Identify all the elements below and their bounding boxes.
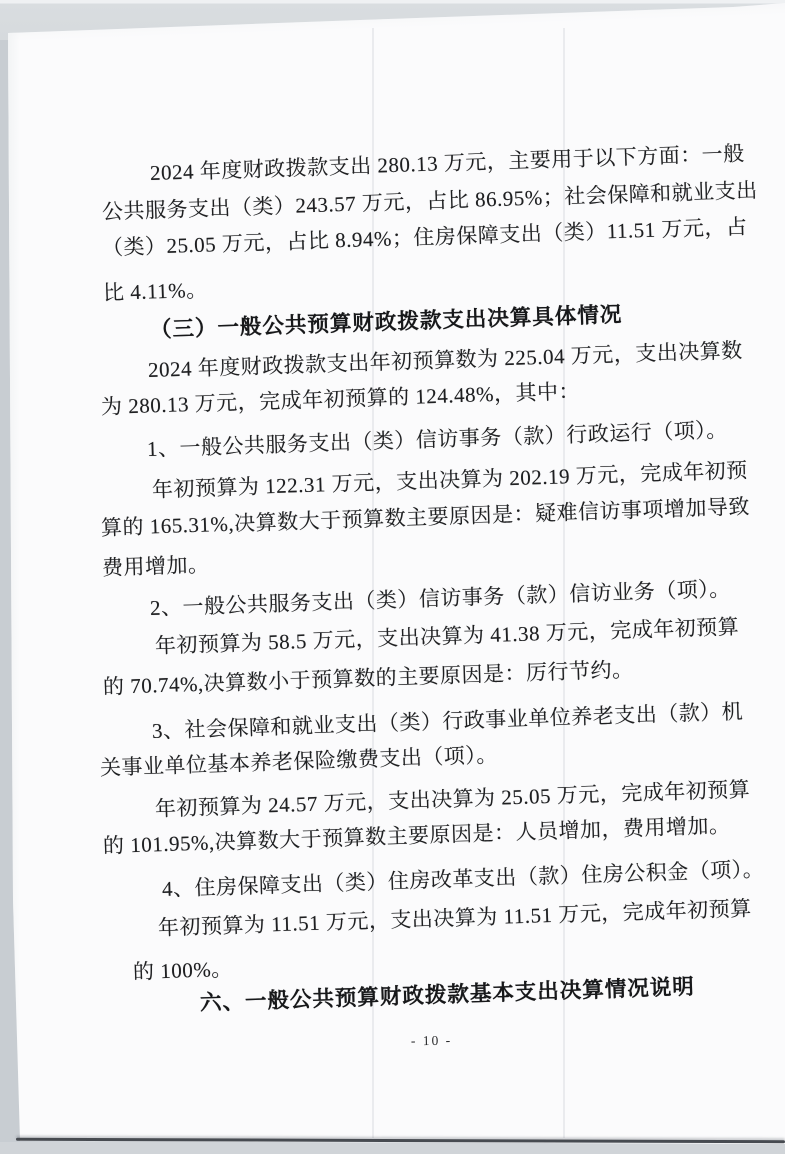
document-line: 年初预算为 122.31 万元，支出决算为 202.19 万元，完成年初预 — [151, 458, 749, 502]
document-line: 费用增加。 — [101, 552, 210, 580]
document-line: 年初预算为 11.51 万元，支出决算为 11.51 万元，完成年初预算 — [157, 896, 753, 940]
document-line: 算的 165.31%,决算数大于预算数主要原因是：疑难信访事项增加导致 — [100, 494, 751, 540]
section-heading-6: 六、一般公共预算财政拨款基本支出决算情况说明 — [199, 974, 696, 1015]
document-line: （类）25.05 万元，占比 8.94%；住房保障支出（类）11.51 万元，占 — [101, 214, 748, 260]
document-line: 1、一般公共服务支出（类）信访事务（款）行政运行（项）。 — [146, 417, 729, 461]
page-number: - 10 - — [410, 1032, 453, 1049]
document-line: 公共服务支出（类）243.57 万元，占比 86.95%；社会保障和就业支出 — [101, 178, 759, 224]
scanner-bed-bottom — [0, 1142, 785, 1154]
document-line: 为 280.13 万元，完成年初预算的 124.48%，其中： — [100, 379, 581, 419]
document-line: 的 70.74%,决算数小于预算数的主要原因是：厉行节约。 — [102, 657, 634, 699]
document-line: 的 100%。 — [132, 956, 234, 984]
document-line: 2024 年度财政拨款支出 280.13 万元，主要用于以下方面：一般 — [149, 141, 746, 185]
document-line: 4、住房保障支出（类）住房改革支出（款）住房公积金（项）。 — [161, 857, 765, 901]
document-line: 的 101.95%,决算数大于预算数主要原因是：人员增加，费用增加。 — [102, 813, 731, 858]
section-heading-3: （三）一般公共预算财政拨款支出决算具体情况 — [149, 302, 623, 342]
document-line: 年初预算为 58.5 万元，支出决算为 41.38 万元，完成年初预算 — [154, 614, 740, 658]
document-line: 2024 年度财政拨款支出年初预算数为 225.04 万元，支出决算数 — [147, 338, 744, 382]
document-line: 比 4.11%。 — [102, 277, 209, 305]
document-line: 关事业单位基本养老保险缴费支出（项）。 — [99, 742, 499, 780]
document-line: 年初预算为 24.57 万元，支出决算为 25.05 万元，完成年初预算 — [154, 777, 751, 821]
document-line: 3、社会保障和就业支出（类）行政事业单位养老支出（款）机 — [151, 699, 744, 743]
document-line: 2、一般公共服务支出（类）信访事务（款）信访业务（项）。 — [149, 576, 732, 620]
